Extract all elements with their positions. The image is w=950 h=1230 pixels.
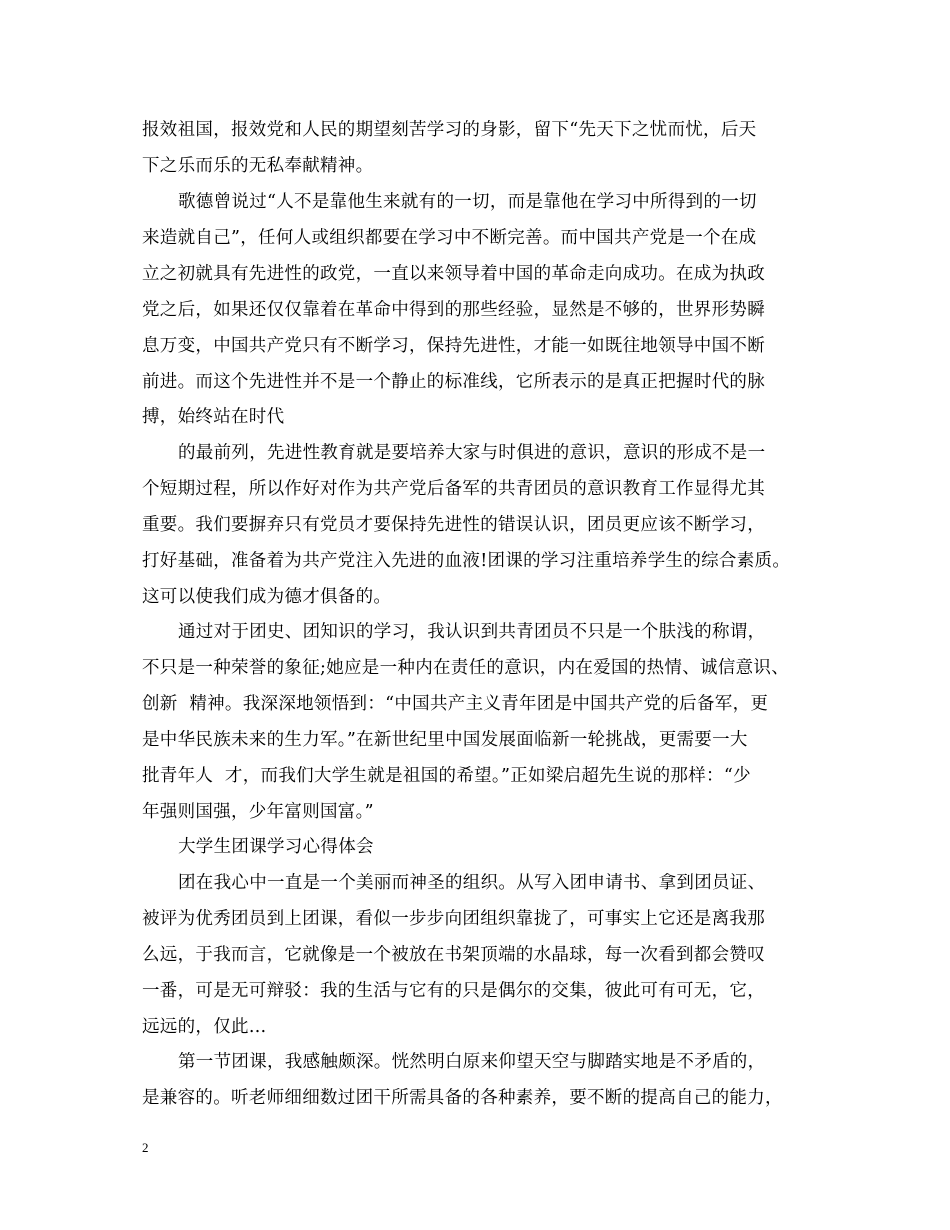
- text-line: 报效祖国，报效党和人民的期望刻苦学习的身影，留下“先天下之忧而忧，后天: [142, 120, 757, 140]
- text-line: 重要。我们要摒弃只有党员才要保持先进性的错误认识，团员更应该不断学习，: [142, 515, 765, 535]
- text-line: 息万变，中国共产党只有不断学习，保持先进性，才能一如既往地领导中国不断: [142, 336, 765, 356]
- text-line: 不只是一种荣誉的象征;她应是一种内在责任的意识，内在爱国的热情、诚信意识、: [142, 658, 789, 678]
- text-line: 年强则国强，少年富则国富。”: [142, 802, 374, 822]
- text-line: 通过对于团史、团知识的学习，我认识到共青团员不只是一个肤浅的称谓，: [178, 622, 766, 642]
- text-line: 团在我心中一直是一个美丽而神圣的组织。从写入团申请书、拿到团员证、: [178, 873, 766, 893]
- text-line: 是兼容的。听老师细细数过团干所需具备的各种素养，要不断的提高自己的能力，: [142, 1088, 783, 1108]
- text-line: 被评为优秀团员到上团课，看似一步步向团组织靠拢了，可事实上它还是离我那: [142, 909, 765, 929]
- section-heading: 大学生团课学习心得体会: [178, 837, 374, 857]
- text-line: 么远，于我而言，它就像是一个被放在书架顶端的水晶球，每一次看到都会赞叹: [142, 945, 765, 965]
- text-line: 歌德曾说过“人不是靠他生来就有的一切，而是靠他在学习中所得到的一切: [178, 192, 757, 212]
- text-line: 来造就自己”，任何人或组织都要在学习中不断完善。而中国共产党是一个在成: [142, 228, 757, 248]
- text-line: 打好基础，准备着为共产党注入先进的血液!团课的学习注重培养学生的综合素质。: [142, 551, 791, 571]
- text-line: 创新 精神。我深深地领悟到：“中国共产主义青年团是中国共产党的后备军，更: [142, 694, 769, 714]
- text-line: 个短期过程，所以作好对作为共产党后备军的共青团员的意识教育工作显得尤其: [142, 479, 765, 499]
- text-line: 下之乐而乐的无私奉献精神。: [142, 156, 374, 176]
- text-line: 一番，可是无可辩驳：我的生活与它有的只是偶尔的交集，彼此可有可无，它，: [142, 981, 765, 1001]
- text-line: 搏，始终站在时代: [142, 407, 285, 427]
- text-line: 前进。而这个先进性并不是一个静止的标准线，它所表示的是真正把握时代的脉: [142, 372, 765, 392]
- text-line: 批青年人 才，而我们大学生就是祖国的希望。”正如梁启超先生说的那样：“少: [142, 766, 751, 786]
- text-line: 第一节团课，我感触颇深。恍然明白原来仰望天空与脚踏实地是不矛盾的，: [178, 1052, 766, 1072]
- text-line: 的最前列，先进性教育就是要培养大家与时俱进的意识，意识的形成不是一: [178, 443, 766, 463]
- text-line: 是中华民族未来的生力军。”在新世纪里中国发展面临新一轮挑战，更需要一大: [142, 730, 748, 750]
- text-line: 立之初就具有先进性的政党，一直以来领导着中国的革命走向成功。在成为执政: [142, 264, 765, 284]
- page-number: 2: [142, 1140, 149, 1155]
- text-line: 这可以使我们成为德才俱备的。: [142, 587, 392, 607]
- text-line: 党之后，如果还仅仅靠着在革命中得到的那些经验，显然是不够的，世界形势瞬: [142, 300, 765, 320]
- text-line: 远远的，仅此…: [142, 1017, 267, 1037]
